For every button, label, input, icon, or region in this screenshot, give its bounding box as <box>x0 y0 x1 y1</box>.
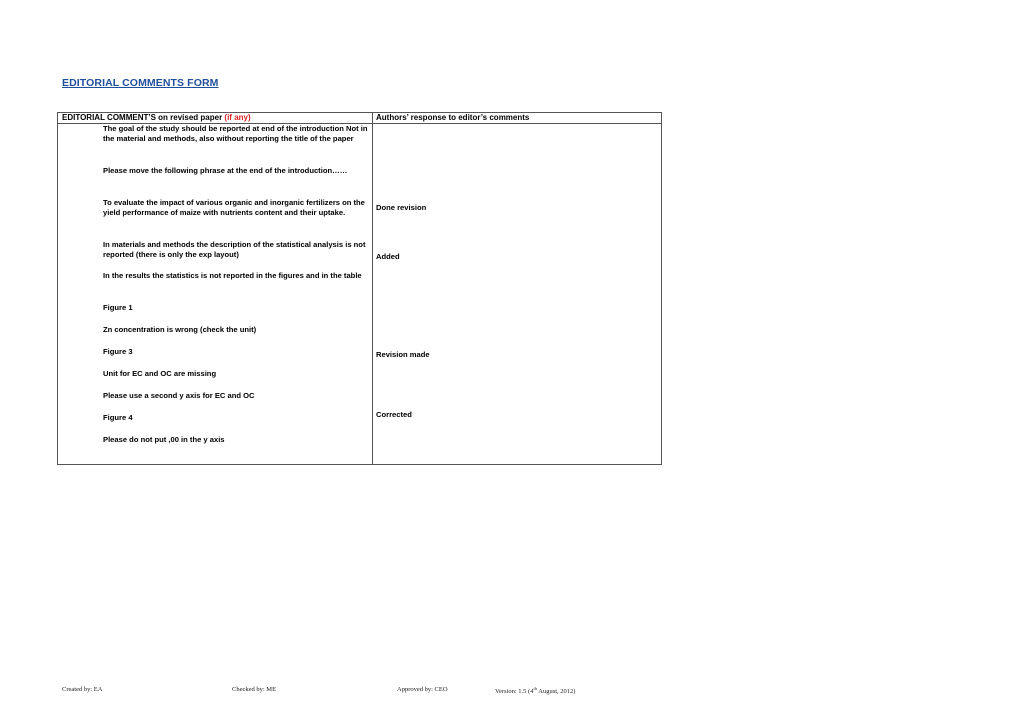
comment-item: To evaluate the impact of various organic and inorganic fertilizers on the yield performance of maize with nutrients content and their uptake. <box>103 198 365 218</box>
comment-item: The goal of the study should be reported at end of the introduction Not in the material and methods, also without reporting the title of the paper <box>103 124 368 144</box>
footer-approved-by: Approved by: CEO <box>397 686 448 693</box>
comment-item: Figure 4 <box>103 413 133 422</box>
footer-version-sup: th <box>533 686 537 691</box>
comment-item: In the results the statistics is not reported in the figures and in the table <box>103 271 362 280</box>
comment-item: Figure 3 <box>103 347 133 356</box>
table-header-row <box>58 113 661 124</box>
comment-item: Please move the following phrase at the end of the introduction…… <box>103 166 348 175</box>
header-editorial-comments-label: EDITORIAL COMMENT’S on revised paper <box>62 113 223 122</box>
header-editorial-comments <box>62 113 251 123</box>
response-item: Done revision <box>376 203 427 212</box>
page-title: EDITORIAL COMMENTS FORM <box>62 77 219 89</box>
response-item: Added <box>376 252 400 261</box>
footer-checked-by: Checked by: ME <box>232 686 277 693</box>
column-divider <box>372 113 373 464</box>
footer-version-suffix: August, 2012) <box>536 688 576 696</box>
header-authors-response: Authors’ response to editor’s comments <box>376 113 530 122</box>
comment-item: Please do not put ,00 in the y axis <box>103 435 225 444</box>
footer-version-prefix: Version: 1.5 (4 <box>495 688 534 696</box>
response-item: Corrected <box>376 410 412 419</box>
comment-item: Please use a second y axis for EC and OC <box>103 391 255 400</box>
footer-version <box>495 686 575 695</box>
comment-item: Unit for EC and OC are missing <box>103 369 217 378</box>
editorial-comments-table <box>57 112 662 465</box>
comment-item: Figure 1 <box>103 303 133 312</box>
header-if-any-note: (if any) <box>224 113 251 122</box>
footer-created-by: Created by: EA <box>62 686 103 693</box>
response-item: Revision made <box>376 350 430 359</box>
comment-item: In materials and methods the description of the statistical analysis is not reported (there is only the exp layout) <box>103 240 366 260</box>
comment-item: Zn concentration is wrong (check the unit) <box>103 325 257 334</box>
